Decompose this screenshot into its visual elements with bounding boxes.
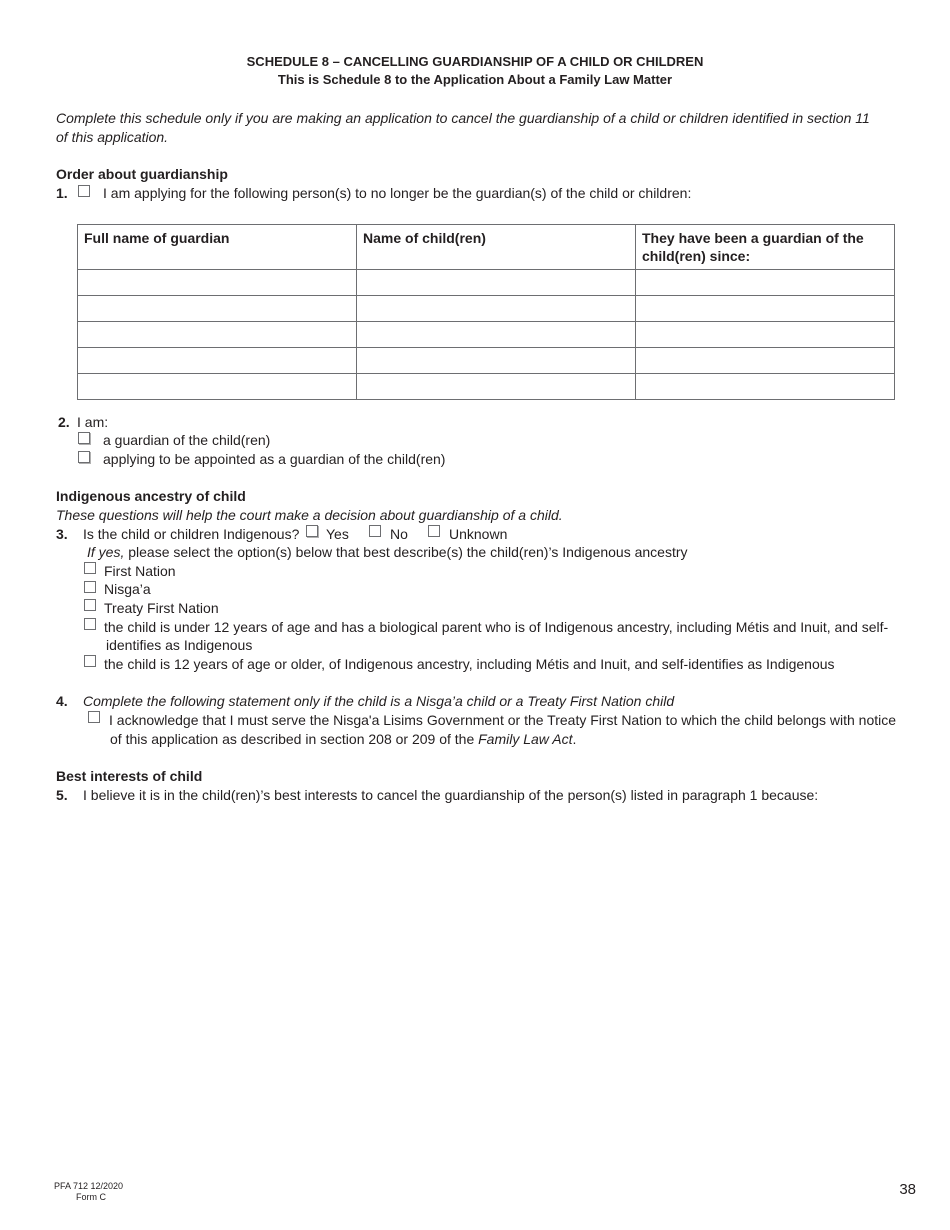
q3-unknown-checkbox[interactable] (428, 525, 440, 537)
treaty-first-nation-checkbox[interactable] (84, 599, 96, 611)
q2-number: 2. (58, 414, 70, 430)
over-12-checkbox[interactable] (84, 655, 96, 667)
q3-if-yes-rest: please select the option(s) below that best describe(s) the child(ren)’s Indigenous ancestry (128, 544, 688, 560)
table-row (78, 374, 895, 400)
q3-yes-checkbox[interactable] (306, 525, 318, 537)
table-row (78, 270, 895, 296)
first-nation-label: First Nation (104, 563, 176, 579)
intro-line-1: Complete this schedule only if you are making an application to cancel the guardianship of a child or children identified in section 11 (56, 110, 870, 126)
guardian-since-cell[interactable] (636, 322, 895, 348)
guardian-name-cell[interactable] (78, 296, 357, 322)
table-row (78, 348, 895, 374)
q3-number: 3. (56, 526, 68, 542)
table-row (78, 296, 895, 322)
q3-if-yes-lead: If yes, (87, 544, 125, 560)
child-name-cell[interactable] (357, 348, 636, 374)
indigenous-heading: Indigenous ancestry of child (56, 488, 246, 504)
page-number: 38 (899, 1181, 916, 1198)
indigenous-note: These questions will help the court make a decision about guardianship of a child. (56, 507, 563, 523)
guardian-table (77, 224, 895, 400)
q2-guardian-label: a guardian of the child(ren) (103, 432, 271, 448)
guardian-since-cell[interactable] (636, 296, 895, 322)
q4-acknowledge-line-1: I acknowledge that I must serve the Nisga'a Lisims Government or the Treaty First Nation to which the child belongs with notice (109, 712, 897, 728)
q1-checkbox[interactable] (78, 185, 90, 197)
child-name-cell[interactable] (357, 322, 636, 348)
child-name-cell[interactable] (357, 270, 636, 296)
guardian-name-cell[interactable] (78, 270, 357, 296)
q4-acknowledge-checkbox[interactable] (88, 711, 100, 723)
q1-number: 1. (56, 185, 68, 201)
q3-unknown-label: Unknown (449, 526, 508, 542)
q3-no-label: No (390, 526, 408, 542)
q2-appoint-checkbox[interactable] (78, 451, 90, 463)
col-header-child-name: Name of child(ren) (357, 225, 636, 270)
under-12-label-line-2: identifies as Indigenous (106, 637, 253, 653)
q2-appoint-label: applying to be appointed as a guardian of the child(ren) (103, 451, 446, 467)
schedule-title: SCHEDULE 8 – CANCELLING GUARDIANSHIP OF A CHILD OR CHILDREN (246, 54, 704, 69)
schedule-subtitle: This is Schedule 8 to the Application About a Family Law Matter (277, 72, 673, 87)
q4-number: 4. (56, 693, 68, 709)
q1-text: I am applying for the following person(s) to no longer be the guardian(s) of the child or children: (103, 185, 692, 201)
col-header-guardian-since: They have been a guardian of the child(ren) since: (636, 225, 895, 270)
q5-number: 5. (56, 787, 68, 803)
form-name: Form C (76, 1192, 106, 1202)
child-name-cell[interactable] (357, 296, 636, 322)
q3-yes-label: Yes (326, 526, 349, 542)
q3-if-yes-text (87, 543, 688, 561)
intro-line-2: of this application. (56, 129, 169, 145)
q4-acknowledge-line-2 (110, 730, 576, 748)
nisgaa-checkbox[interactable] (84, 581, 96, 593)
guardian-since-cell[interactable] (636, 374, 895, 400)
q3-no-checkbox[interactable] (369, 525, 381, 537)
order-heading: Order about guardianship (56, 166, 228, 182)
q4-ack-text: of this application as described in section 208 or 209 of the (110, 731, 475, 747)
child-name-cell[interactable] (357, 374, 636, 400)
guardian-name-cell[interactable] (78, 374, 357, 400)
treaty-first-nation-label: Treaty First Nation (104, 600, 219, 616)
q4-text: Complete the following statement only if the child is a Nisga’a child or a Treaty First Nation child (83, 693, 675, 709)
col-header-guardian-name: Full name of guardian (78, 225, 357, 270)
over-12-label: the child is 12 years of age or older, of Indigenous ancestry, including Métis and Inuit, and self-identifies as Indigenous (104, 656, 835, 672)
guardian-since-cell[interactable] (636, 270, 895, 296)
nisgaa-label: Nisga’a (104, 581, 151, 597)
form-code: PFA 712 12/2020 (54, 1181, 124, 1191)
q5-text: I believe it is in the child(ren)’s best interests to cancel the guardianship of the person(s) listed in paragraph 1 because: (83, 787, 819, 803)
q4-ack-period: . (572, 731, 577, 747)
q3-text: Is the child or children Indigenous? (83, 526, 300, 542)
under-12-checkbox[interactable] (84, 618, 96, 630)
family-law-act: Family Law Act (478, 731, 573, 747)
guardian-name-cell[interactable] (78, 322, 357, 348)
first-nation-checkbox[interactable] (84, 562, 96, 574)
under-12-label-line-1: the child is under 12 years of age and has a biological parent who is of Indigenous ancestry, including Métis and Inuit, and self- (104, 619, 889, 635)
best-interests-answer-area[interactable] (56, 810, 894, 1160)
table-row (78, 322, 895, 348)
guardian-name-cell[interactable] (78, 348, 357, 374)
best-interests-heading: Best interests of child (56, 768, 203, 784)
q2-guardian-checkbox[interactable] (78, 432, 90, 444)
q2-text: I am: (77, 414, 109, 430)
guardian-since-cell[interactable] (636, 348, 895, 374)
